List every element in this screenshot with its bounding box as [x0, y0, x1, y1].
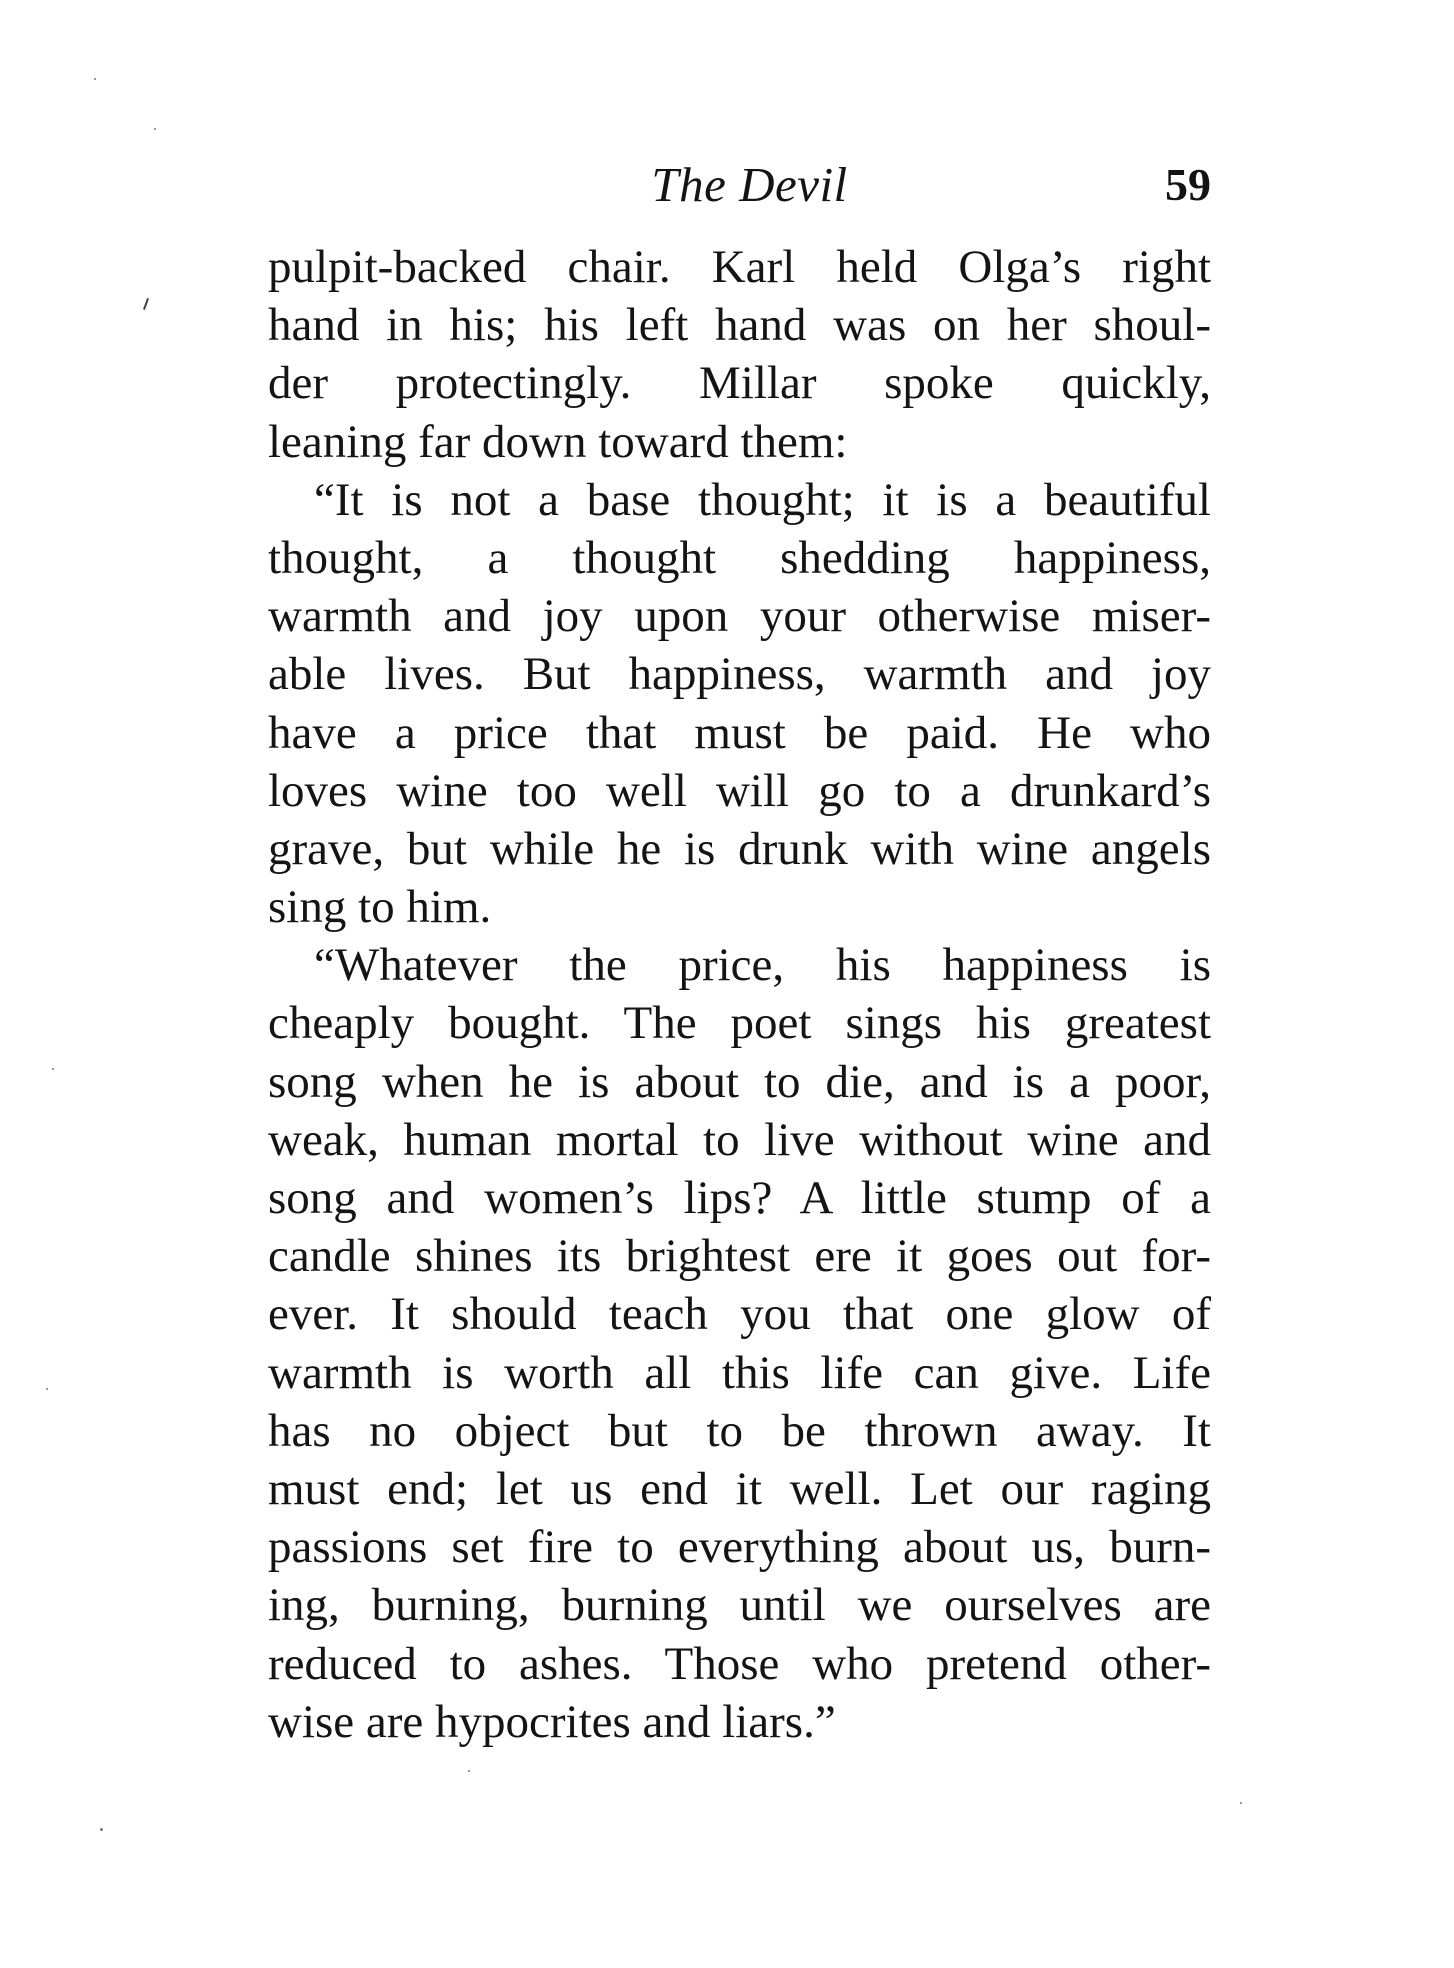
text-line: ing, burning, burning until we ourselves are — [268, 1579, 1211, 1632]
text-line: leaning far down toward them: — [268, 415, 848, 468]
body-text — [268, 238, 1211, 1751]
text-line: song and women’s lips? A little stump of a — [268, 1172, 1211, 1224]
text-line: der protectingly. Millar spoke quickly, — [268, 357, 1211, 410]
text-line: ever. It should teach you that one glow of — [268, 1288, 1211, 1341]
text-line: loves wine too well will go to a drunkard’s — [268, 764, 1211, 817]
text-line: able lives. But happiness, warmth and joy — [268, 648, 1211, 701]
scan-speck — [468, 1770, 470, 1772]
text-line: has no object but to be thrown away. It — [268, 1404, 1211, 1457]
text-line: warmth is worth all this life can give. Life — [268, 1346, 1211, 1399]
text-line: song when he is about to die, and is a poor, — [268, 1055, 1211, 1108]
text-line: grave, but while he is drunk with wine angels — [268, 822, 1211, 875]
scan-mark — [143, 298, 149, 310]
text-line: wise are hypocrites and liars.” — [268, 1695, 836, 1748]
text-line: “It is not a base thought; it is a beautiful — [314, 473, 1211, 526]
scan-speck — [46, 1388, 48, 1390]
running-title: The Devil — [651, 157, 848, 212]
text-line: hand in his; his left hand was on her shoul- — [268, 299, 1211, 352]
text-line: reduced to ashes. Those who pretend other- — [268, 1637, 1211, 1690]
scan-speck — [52, 1068, 54, 1070]
text-line: passions set fire to everything about us, burn- — [268, 1521, 1211, 1574]
text-line: sing to him. — [268, 881, 492, 934]
text-line: cheaply bought. The poet sings his greatest — [268, 997, 1211, 1050]
text-line: have a price that must be paid. He who — [268, 706, 1211, 759]
text-line: candle shines its brightest ere it goes out for- — [268, 1230, 1211, 1283]
text-line: pulpit-backed chair. Karl held Olga’s right — [268, 241, 1211, 293]
scan-speck — [154, 128, 156, 130]
text-line: must end; let us end it well. Let our raging — [268, 1462, 1211, 1515]
text-line: weak, human mortal to live without wine and — [268, 1113, 1211, 1166]
scan-speck — [100, 1828, 103, 1831]
running-head — [268, 150, 1211, 220]
page-number: 59 — [1165, 159, 1211, 210]
scan-speck — [94, 78, 96, 80]
text-line: “Whatever the price, his happiness is — [314, 939, 1211, 992]
text-line: warmth and joy upon your otherwise miser- — [268, 590, 1211, 643]
scan-speck — [1240, 1802, 1242, 1804]
text-line: thought, a thought shedding happiness, — [268, 531, 1211, 584]
